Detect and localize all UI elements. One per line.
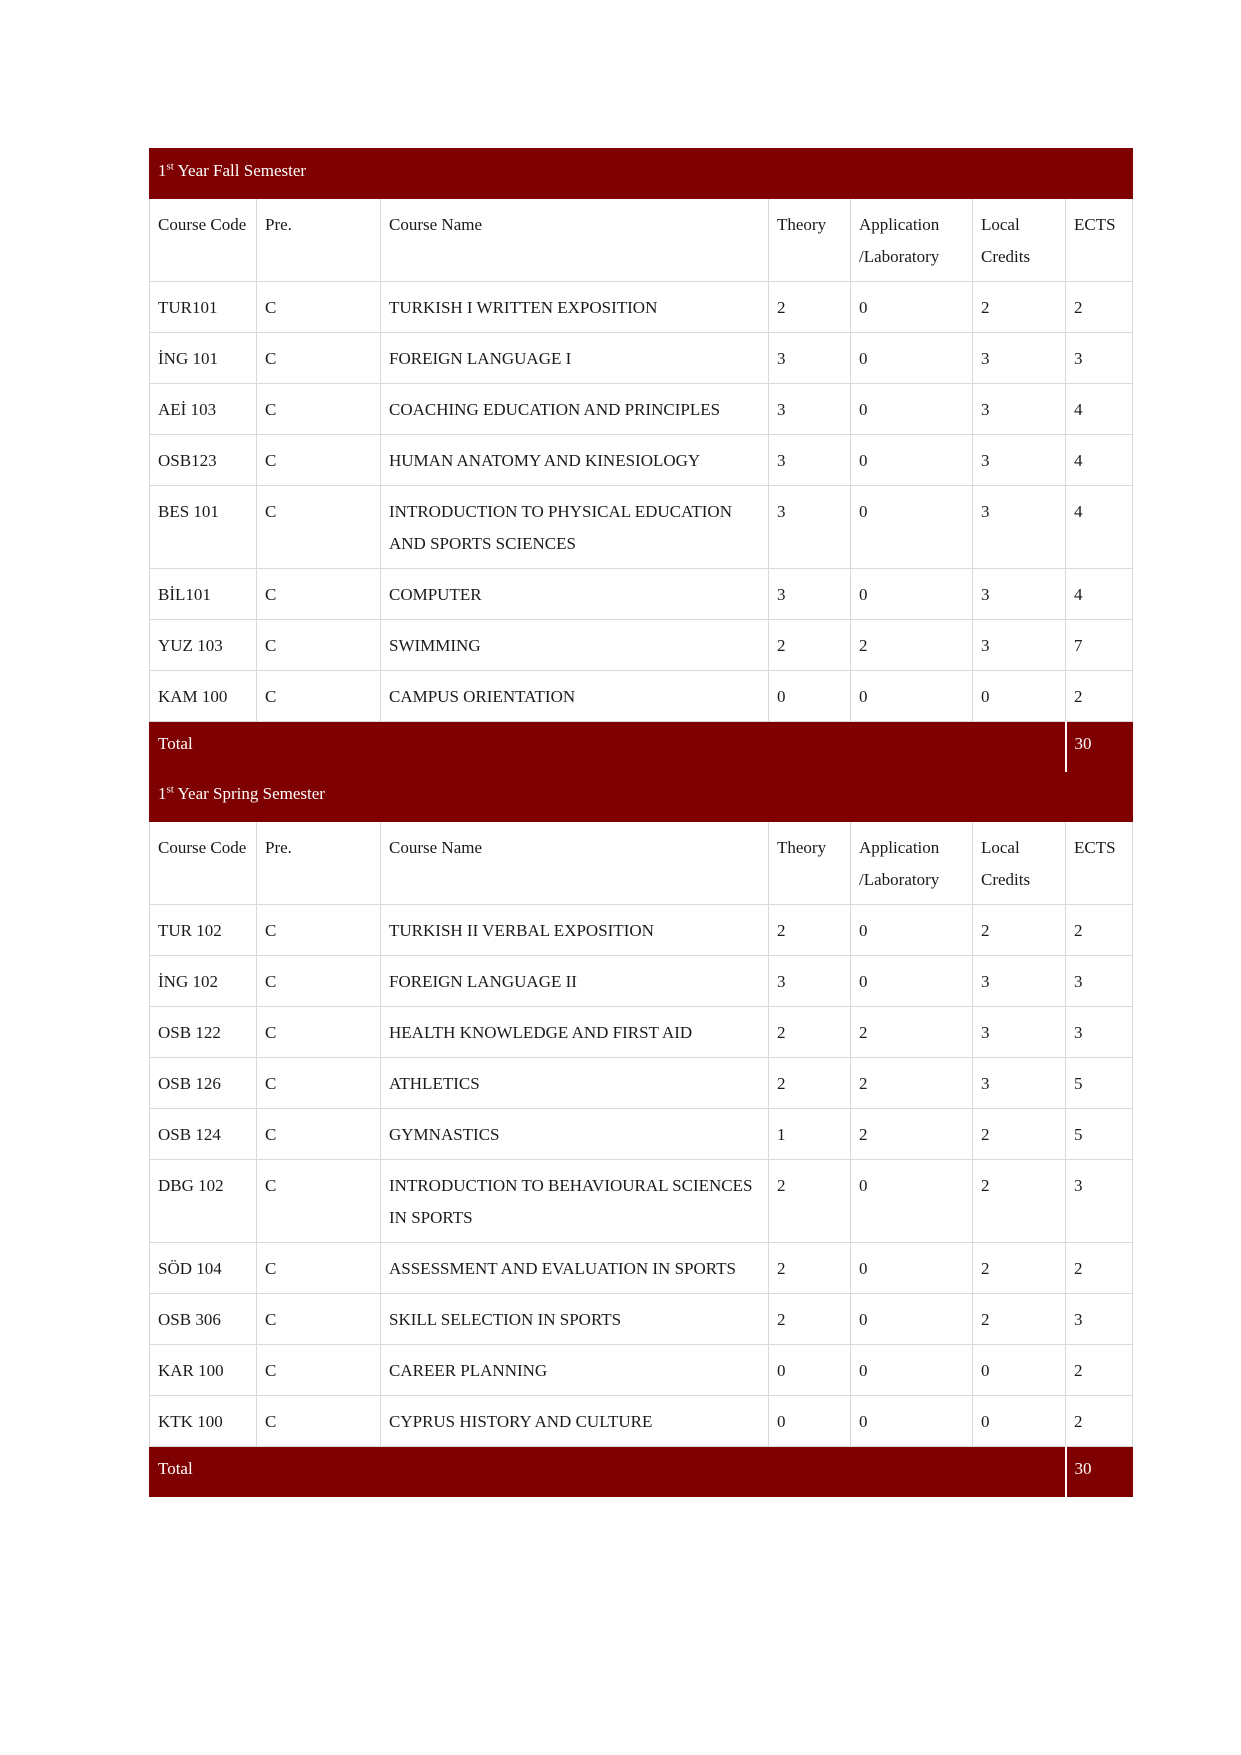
- course-row: [150, 384, 1133, 435]
- cell-course-code: OSB 124: [150, 1109, 257, 1160]
- cell-lab-hours: 0: [851, 671, 973, 722]
- course-row: [150, 905, 1133, 956]
- cell-course-name: TURKISH II VERBAL EXPOSITION: [381, 905, 769, 956]
- cell-ects-credits: 4: [1066, 486, 1133, 569]
- cell-lab-hours: 0: [851, 435, 973, 486]
- cell-prerequisite: C: [257, 384, 381, 435]
- cell-theory-hours: 0: [769, 671, 851, 722]
- course-row: [150, 569, 1133, 620]
- cell-local-credits: 3: [973, 1007, 1066, 1058]
- cell-theory-hours: 2: [769, 1160, 851, 1243]
- semester-ordinal-suffix: st: [166, 160, 174, 173]
- column-header-course-name: Course Name: [381, 199, 769, 282]
- cell-theory-hours: 3: [769, 486, 851, 569]
- cell-lab-hours: 0: [851, 1160, 973, 1243]
- column-header-theory-hours: Theory: [769, 822, 851, 905]
- cell-course-code: TUR 102: [150, 905, 257, 956]
- cell-lab-hours: 2: [851, 1007, 973, 1058]
- cell-prerequisite: C: [257, 333, 381, 384]
- cell-course-name: CYPRUS HISTORY AND CULTURE: [381, 1396, 769, 1447]
- cell-theory-hours: 3: [769, 333, 851, 384]
- cell-lab-hours: 0: [851, 956, 973, 1007]
- cell-prerequisite: C: [257, 435, 381, 486]
- cell-course-name: HEALTH KNOWLEDGE AND FIRST AID: [381, 1007, 769, 1058]
- cell-course-code: BİL101: [150, 569, 257, 620]
- cell-ects-credits: 3: [1066, 1007, 1133, 1058]
- cell-course-name: TURKISH I WRITTEN EXPOSITION: [381, 282, 769, 333]
- course-row: [150, 282, 1133, 333]
- course-row: [150, 671, 1133, 722]
- cell-prerequisite: C: [257, 1160, 381, 1243]
- cell-local-credits: 3: [973, 333, 1066, 384]
- cell-local-credits: 3: [973, 384, 1066, 435]
- total-row: [150, 722, 1133, 772]
- cell-local-credits: 0: [973, 671, 1066, 722]
- course-row: [150, 620, 1133, 671]
- cell-ects-credits: 3: [1066, 1160, 1133, 1243]
- cell-lab-hours: 0: [851, 486, 973, 569]
- semester-header: [150, 772, 1133, 822]
- semester-ordinal: 1: [158, 161, 167, 180]
- cell-prerequisite: C: [257, 956, 381, 1007]
- semester-ordinal-suffix: st: [166, 783, 174, 796]
- cell-prerequisite: C: [257, 1345, 381, 1396]
- cell-theory-hours: 2: [769, 1294, 851, 1345]
- column-header-ects-credits: ECTS: [1066, 199, 1133, 282]
- cell-local-credits: 2: [973, 1109, 1066, 1160]
- column-header-course-name: Course Name: [381, 822, 769, 905]
- cell-lab-hours: 0: [851, 282, 973, 333]
- cell-prerequisite: C: [257, 569, 381, 620]
- cell-local-credits: 0: [973, 1345, 1066, 1396]
- cell-theory-hours: 3: [769, 435, 851, 486]
- cell-local-credits: 3: [973, 435, 1066, 486]
- cell-prerequisite: C: [257, 1058, 381, 1109]
- cell-ects-credits: 2: [1066, 1345, 1133, 1396]
- cell-ects-credits: 5: [1066, 1109, 1133, 1160]
- cell-course-code: OSB 126: [150, 1058, 257, 1109]
- cell-course-code: OSB123: [150, 435, 257, 486]
- cell-lab-hours: 0: [851, 1294, 973, 1345]
- cell-prerequisite: C: [257, 1007, 381, 1058]
- cell-theory-hours: 3: [769, 384, 851, 435]
- cell-ects-credits: 2: [1066, 1243, 1133, 1294]
- column-header-row: [150, 199, 1133, 282]
- cell-lab-hours: 0: [851, 905, 973, 956]
- total-ects: 30: [1066, 1447, 1133, 1497]
- cell-lab-hours: 2: [851, 620, 973, 671]
- cell-course-name: ASSESSMENT AND EVALUATION IN SPORTS: [381, 1243, 769, 1294]
- cell-ects-credits: 3: [1066, 1294, 1133, 1345]
- cell-theory-hours: 2: [769, 1007, 851, 1058]
- cell-course-name: CAREER PLANNING: [381, 1345, 769, 1396]
- cell-ects-credits: 4: [1066, 569, 1133, 620]
- cell-ects-credits: 2: [1066, 671, 1133, 722]
- cell-course-code: KTK 100: [150, 1396, 257, 1447]
- cell-course-name: SKILL SELECTION IN SPORTS: [381, 1294, 769, 1345]
- course-row: [150, 435, 1133, 486]
- cell-prerequisite: C: [257, 1109, 381, 1160]
- semester-title-text: Year Spring Semester: [173, 784, 325, 803]
- cell-course-name: FOREIGN LANGUAGE I: [381, 333, 769, 384]
- course-row: [150, 1396, 1133, 1447]
- column-header-prerequisite: Pre.: [257, 199, 381, 282]
- cell-theory-hours: 0: [769, 1396, 851, 1447]
- cell-ects-credits: 4: [1066, 435, 1133, 486]
- cell-course-code: KAR 100: [150, 1345, 257, 1396]
- cell-course-name: INTRODUCTION TO BEHAVIOURAL SCIENCES IN SPORTS: [381, 1160, 769, 1243]
- cell-theory-hours: 2: [769, 1243, 851, 1294]
- cell-course-name: CAMPUS ORIENTATION: [381, 671, 769, 722]
- column-header-course-code: Course Code: [150, 822, 257, 905]
- cell-course-name: INTRODUCTION TO PHYSICAL EDUCATION AND SPORTS SCIENCES: [381, 486, 769, 569]
- course-row: [150, 333, 1133, 384]
- semester-title: [150, 772, 1133, 822]
- cell-lab-hours: 0: [851, 569, 973, 620]
- column-header-ects-credits: ECTS: [1066, 822, 1133, 905]
- cell-prerequisite: C: [257, 905, 381, 956]
- total-label: Total: [150, 722, 1066, 772]
- course-row: [150, 486, 1133, 569]
- cell-course-name: FOREIGN LANGUAGE II: [381, 956, 769, 1007]
- cell-prerequisite: C: [257, 486, 381, 569]
- column-header-theory-hours: Theory: [769, 199, 851, 282]
- cell-prerequisite: C: [257, 1396, 381, 1447]
- cell-course-code: OSB 306: [150, 1294, 257, 1345]
- cell-lab-hours: 0: [851, 384, 973, 435]
- column-header-local-credits: Local Credits: [973, 199, 1066, 282]
- cell-course-code: YUZ 103: [150, 620, 257, 671]
- cell-lab-hours: 0: [851, 1243, 973, 1294]
- cell-local-credits: 2: [973, 1160, 1066, 1243]
- cell-ects-credits: 2: [1066, 905, 1133, 956]
- cell-lab-hours: 2: [851, 1109, 973, 1160]
- cell-theory-hours: 2: [769, 905, 851, 956]
- cell-theory-hours: 3: [769, 569, 851, 620]
- column-header-local-credits: Local Credits: [973, 822, 1066, 905]
- cell-course-code: İNG 102: [150, 956, 257, 1007]
- cell-course-code: TUR101: [150, 282, 257, 333]
- cell-ects-credits: 3: [1066, 333, 1133, 384]
- cell-local-credits: 3: [973, 620, 1066, 671]
- cell-lab-hours: 0: [851, 1396, 973, 1447]
- cell-course-code: DBG 102: [150, 1160, 257, 1243]
- cell-lab-hours: 0: [851, 333, 973, 384]
- course-row: [150, 1243, 1133, 1294]
- semester-title-text: Year Fall Semester: [173, 161, 307, 180]
- cell-local-credits: 0: [973, 1396, 1066, 1447]
- total-ects: 30: [1066, 722, 1133, 772]
- cell-ects-credits: 5: [1066, 1058, 1133, 1109]
- column-header-lab-hours: Application /Laboratory: [851, 822, 973, 905]
- cell-course-code: BES 101: [150, 486, 257, 569]
- cell-prerequisite: C: [257, 620, 381, 671]
- column-header-row: [150, 822, 1133, 905]
- semester-header: [150, 149, 1133, 199]
- cell-prerequisite: C: [257, 282, 381, 333]
- cell-course-code: İNG 101: [150, 333, 257, 384]
- cell-ects-credits: 4: [1066, 384, 1133, 435]
- cell-local-credits: 3: [973, 956, 1066, 1007]
- course-row: [150, 1058, 1133, 1109]
- cell-prerequisite: C: [257, 671, 381, 722]
- cell-ects-credits: 2: [1066, 1396, 1133, 1447]
- column-header-lab-hours: Application /Laboratory: [851, 199, 973, 282]
- column-header-prerequisite: Pre.: [257, 822, 381, 905]
- cell-ects-credits: 2: [1066, 282, 1133, 333]
- cell-local-credits: 3: [973, 486, 1066, 569]
- table-body: [150, 149, 1133, 1497]
- cell-lab-hours: 0: [851, 1345, 973, 1396]
- cell-course-code: OSB 122: [150, 1007, 257, 1058]
- course-row: [150, 956, 1133, 1007]
- semester-title: [150, 149, 1133, 199]
- cell-course-name: HUMAN ANATOMY AND KINESIOLOGY: [381, 435, 769, 486]
- cell-course-name: GYMNASTICS: [381, 1109, 769, 1160]
- cell-ects-credits: 7: [1066, 620, 1133, 671]
- course-row: [150, 1109, 1133, 1160]
- semester-ordinal: 1: [158, 784, 167, 803]
- cell-theory-hours: 3: [769, 956, 851, 1007]
- curriculum-table: [149, 148, 1133, 1497]
- cell-local-credits: 2: [973, 1243, 1066, 1294]
- cell-local-credits: 2: [973, 905, 1066, 956]
- cell-theory-hours: 2: [769, 1058, 851, 1109]
- cell-theory-hours: 0: [769, 1345, 851, 1396]
- cell-course-name: COMPUTER: [381, 569, 769, 620]
- total-label: Total: [150, 1447, 1066, 1497]
- total-row: [150, 1447, 1133, 1497]
- cell-local-credits: 2: [973, 1294, 1066, 1345]
- course-row: [150, 1160, 1133, 1243]
- cell-ects-credits: 3: [1066, 956, 1133, 1007]
- cell-course-name: SWIMMING: [381, 620, 769, 671]
- cell-theory-hours: 2: [769, 620, 851, 671]
- cell-theory-hours: 2: [769, 282, 851, 333]
- cell-prerequisite: C: [257, 1294, 381, 1345]
- course-row: [150, 1294, 1133, 1345]
- cell-local-credits: 3: [973, 1058, 1066, 1109]
- cell-theory-hours: 1: [769, 1109, 851, 1160]
- cell-course-name: COACHING EDUCATION AND PRINCIPLES: [381, 384, 769, 435]
- cell-course-code: KAM 100: [150, 671, 257, 722]
- cell-local-credits: 2: [973, 282, 1066, 333]
- cell-prerequisite: C: [257, 1243, 381, 1294]
- cell-lab-hours: 2: [851, 1058, 973, 1109]
- course-row: [150, 1345, 1133, 1396]
- cell-course-code: AEİ 103: [150, 384, 257, 435]
- cell-course-code: SÖD 104: [150, 1243, 257, 1294]
- cell-local-credits: 3: [973, 569, 1066, 620]
- cell-course-name: ATHLETICS: [381, 1058, 769, 1109]
- course-row: [150, 1007, 1133, 1058]
- column-header-course-code: Course Code: [150, 199, 257, 282]
